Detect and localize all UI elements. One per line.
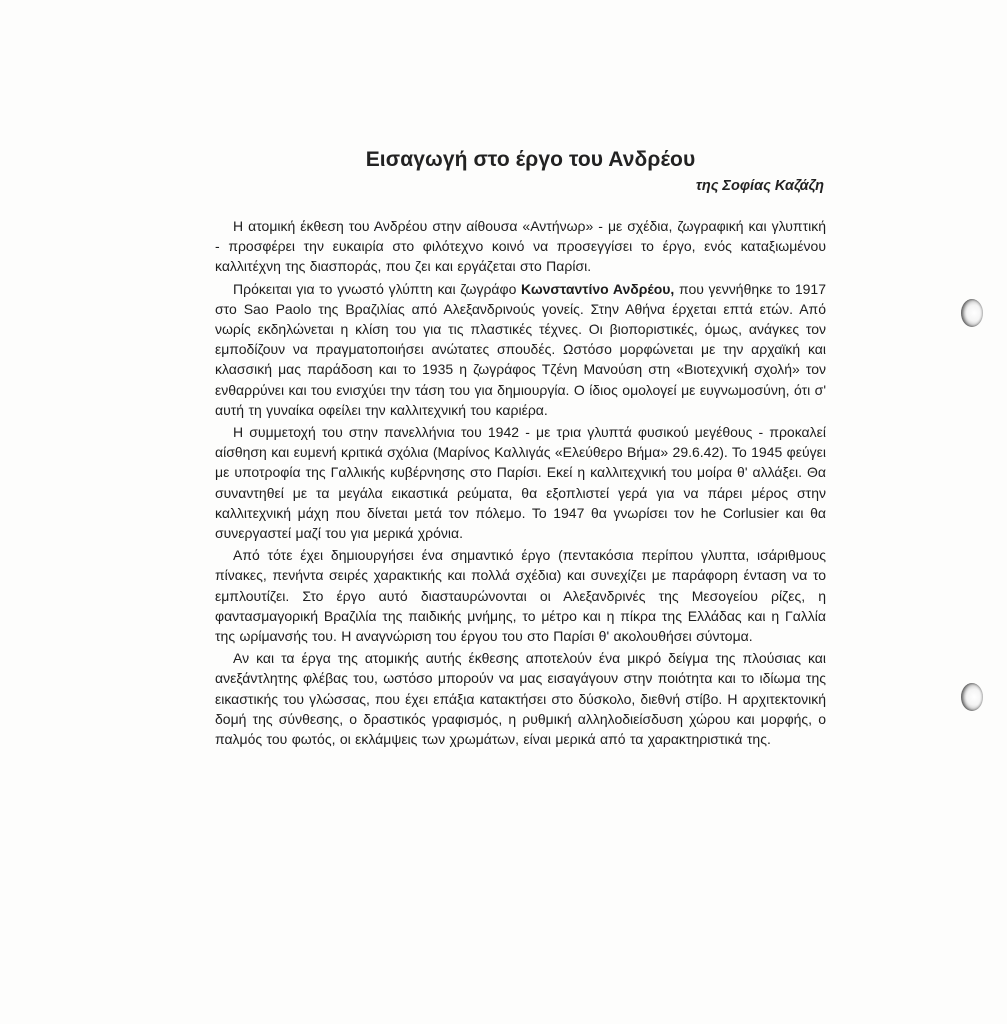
paragraph-5: Αν και τα έργα της ατομικής αυτής έκθεσης αποτελούν ένα μικρό δείγμα της πλούσιας και ανεξάντλητης φλέβας του, ωστόσο μπορούν να μας εισαγάγουν στην ποιότητα και το ιδίωμα της εικαστικής του γλώσσας, που έχει επάξια κατακτήσει στο δύσκολο, διεθνή στίβο. Η αρχιτεκτονική δομή της σύνθεσης, ο δραστικός γραφισμός, η ρυθμική αλληλοδιείσδυση χώρου και μορφής, ο παλμός του φωτός, οι εκλάμψεις των χρωμάτων, είναι μερικά από τα χαρακτηριστικά της. (215, 650, 826, 748)
paragraph-4: Από τότε έχει δημιουργήσει ένα σημαντικό έργο (πεντακόσια περίπου γλυπτα, ισάριθμους πίνακες, πενήντα σειρές χαρακτικής και πολλά σχέδια) και συνεχίζει με παράφορη ένταση να το εμπλουτίζει. Στο έργο αυτό διασταυρώνονται οι Αλεξανδρινές της Μεσογείου ρίζες, η φαντασμαγορική Βραζιλία της παιδικής μνήμης, το μέτρο και η πίκρα της Ελλάδας και η Γαλλία της ωρίμανσής του. Η αναγνώριση του έργου του στο Παρίσι θ' ακολουθήσει σύντομα. (215, 547, 826, 645)
article (215, 148, 826, 751)
artist-name: Κωνσταντίνο Ανδρέου, (521, 280, 675, 297)
article-byline: της Σοφίας Καζάζη (695, 178, 824, 194)
binder-hole-bottom (961, 683, 983, 711)
paragraph-3: Η συμμετοχή του στην πανελλήνια του 1942 - με τρια γλυπτά φυσικού μεγέθους - προκαλεί αίσθηση και ευμενή κριτικά σχόλια (Μαρίνος Καλλιγάς «Ελεύθερο Βήμα» 29.6.42). Το 1945 φεύγει με υποτροφία της Γαλλικής κυβέρνησης στο Παρίσι. Εκεί η καλλιτεχνική του μοίρα θ' αλλάξει. Θα συναντηθεί με τα μεγάλα εικαστικά ρεύματα, θα εξοπλιστεί γερά για να πάρει μέρος στην καλλιτεχνική μάχη που δίνεται μετά τον πόλεμο. Το 1947 θα γνωρίσει τον he Corlusier και θα συνεργαστεί μαζί του για μερικά χρόνια. (215, 424, 826, 542)
binder-hole-top (961, 299, 983, 327)
paragraph-2-intro: Πρόκειται για το γνωστό γλύπτη και ζωγράφο (233, 280, 522, 297)
article-body (215, 216, 826, 749)
paragraph-2 (215, 279, 826, 420)
paragraph-1: Η ατομική έκθεση του Ανδρέου στην αίθουσα «Αντήνωρ» - με σχέδια, ζωγραφική και γλυπτική - προσφέρει την ευκαιρία στο φιλότεχνο κοινό να προσεγγίσει το έργο, ενός καταξιωμένου καλλιτέχνη της διασποράς, που ζει και εργάζεται στο Παρίσι. (215, 218, 826, 275)
paragraph-2-rest: που γεννήθηκε το 1917 στο Sao Paolo της Βραζιλίας από Αλεξανδρινούς γονείς. Στην Αθήνα έρχεται επτά ετών. Από νωρίς εκδηλώνεται η κλίση του για τις πλαστικές τέχνες. Οι βιοποριστικές, όμως, ανάγκες τον εμποδίζουν να πραγματοποιήσει ανώτατες σπουδές. Ωστόσο μορφώνεται με την αρχαϊκή και κλασσική μας παράδοση και το 1935 η ζωγράφος Τζένη Μανούση στη «Βιοτεχνική σχολή» τον ενθαρρύνει και του ενισχύει την τάση του για δημιουργία. Ο ίδιος ομολογεί με ευγνωμοσύνη, ότι σ' αυτή τη γυναίκα οφείλει την καλλιτεχνική του καριέρα. (215, 280, 826, 418)
article-title: Εισαγωγή στο έργο του Ανδρέου (365, 148, 696, 171)
